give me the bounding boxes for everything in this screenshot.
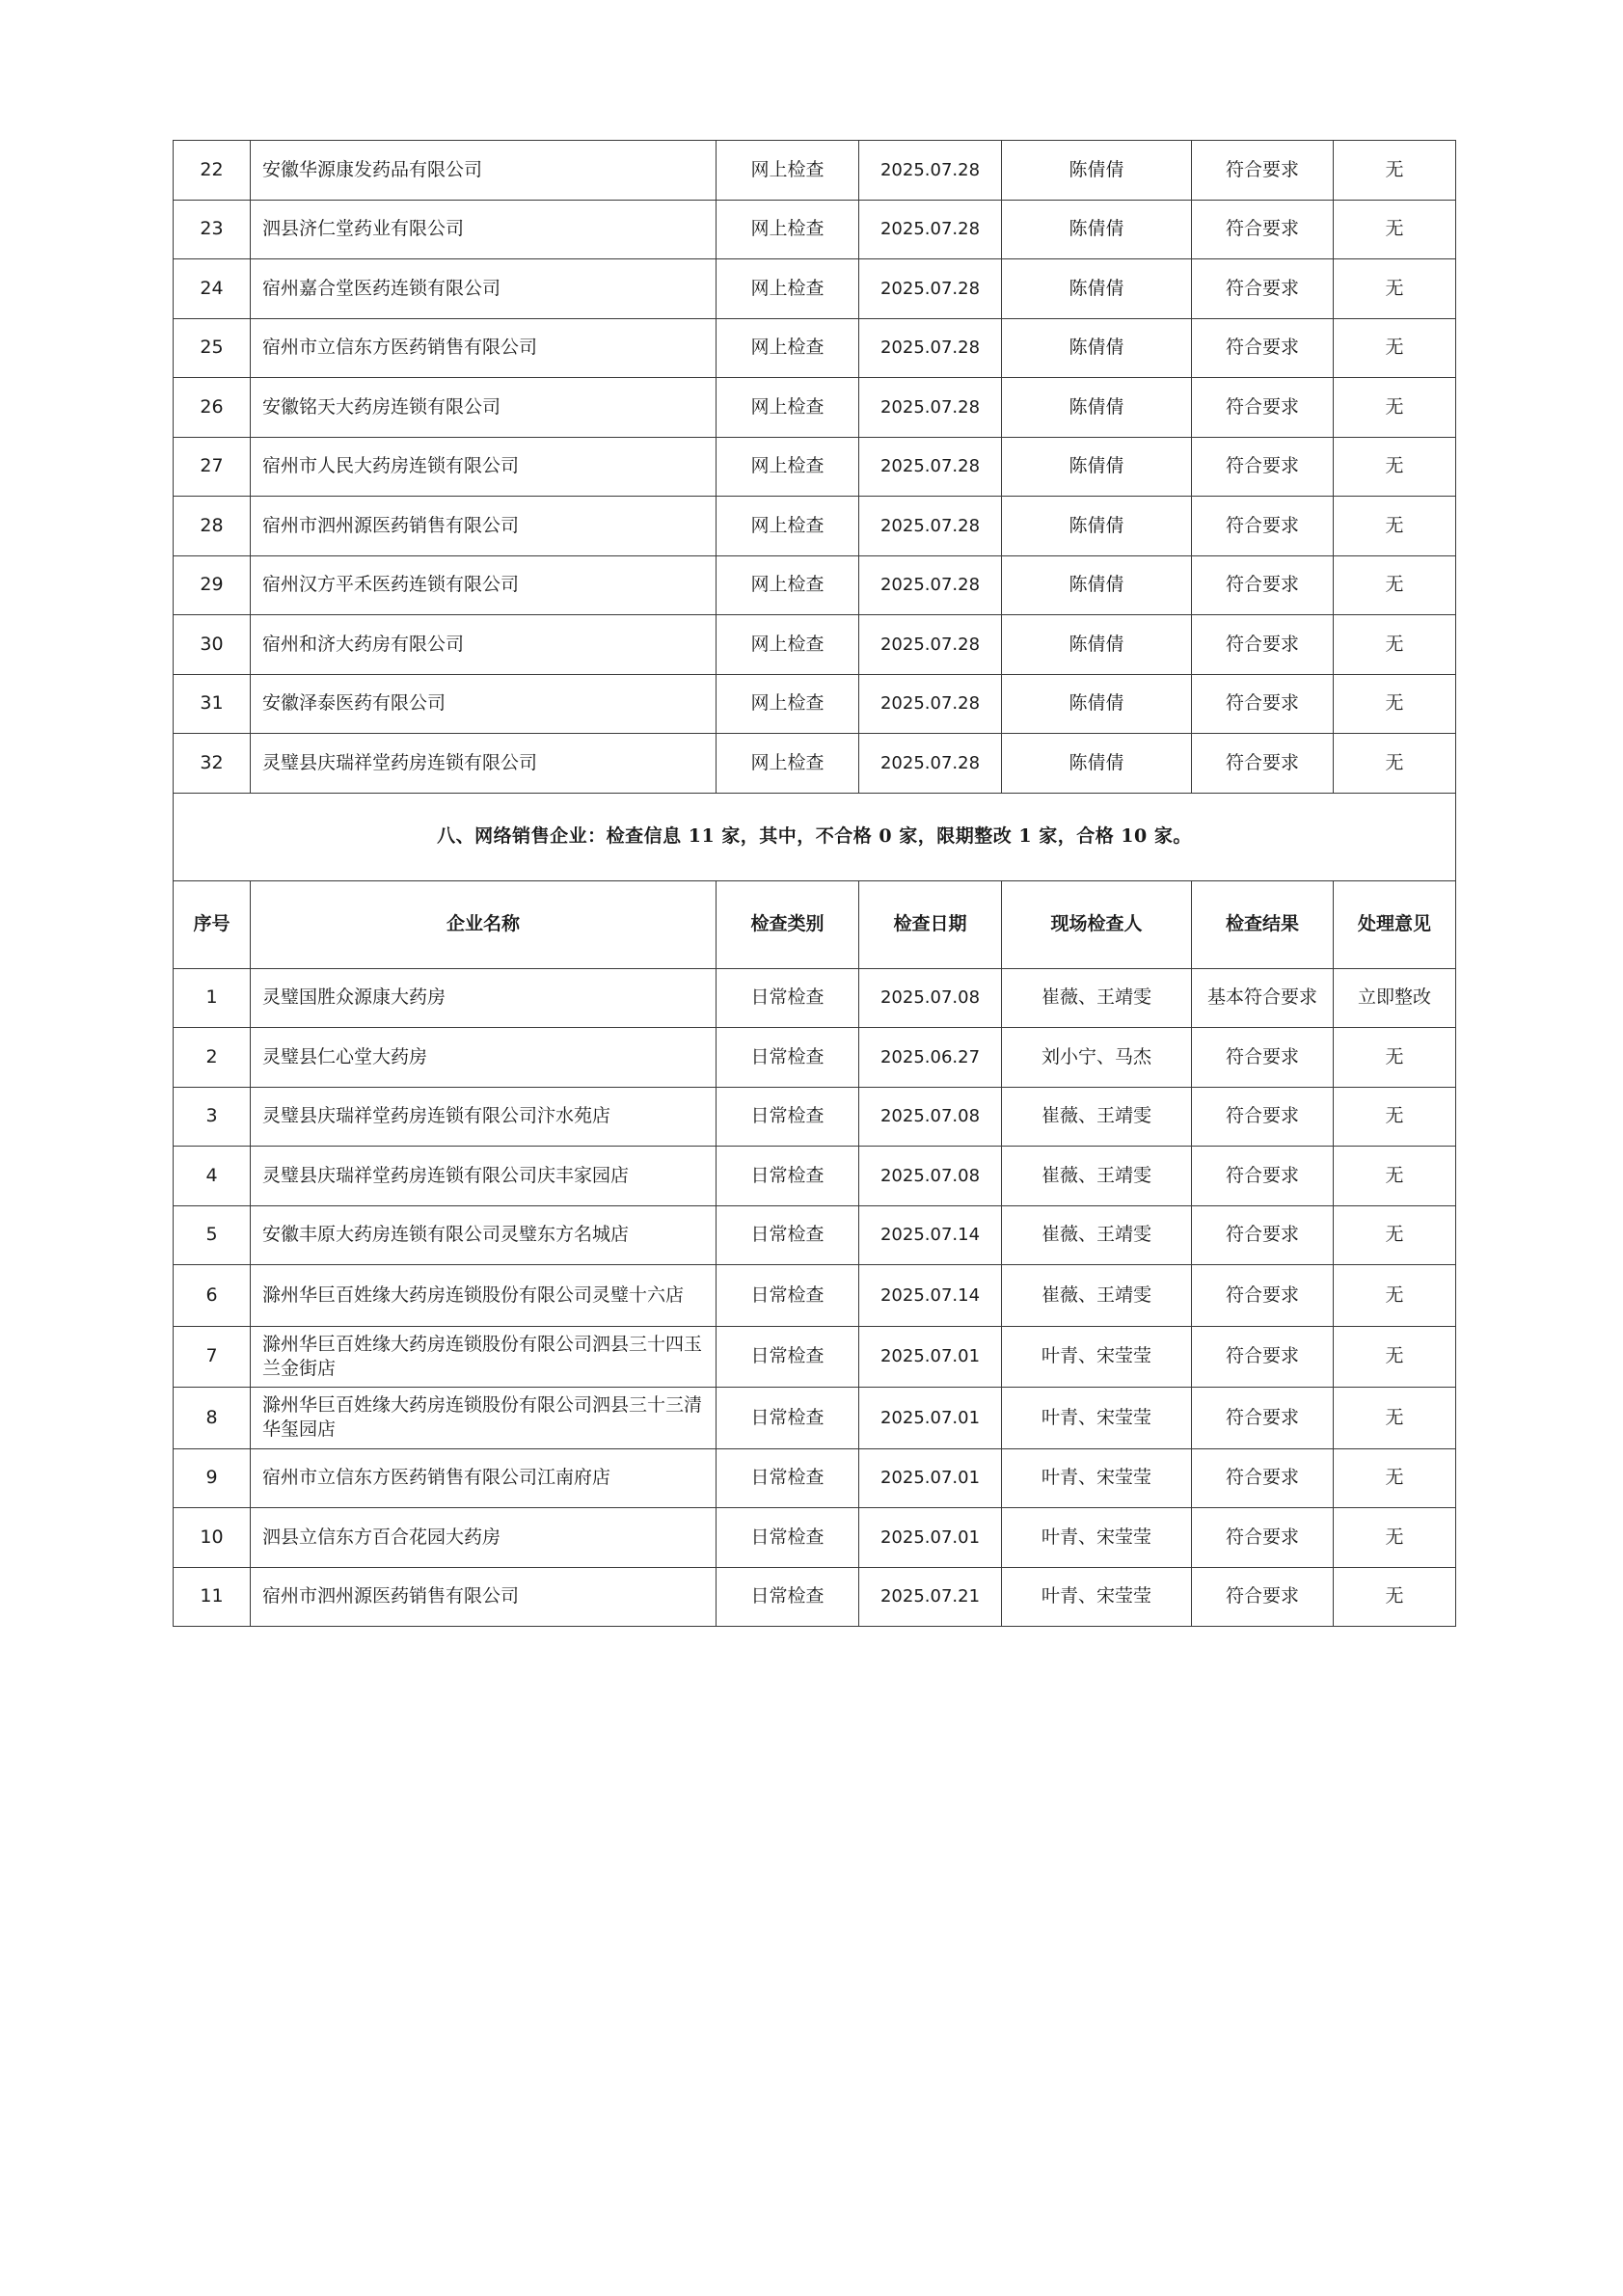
table-row bbox=[174, 1567, 1456, 1627]
cell-no: 10 bbox=[174, 1508, 251, 1568]
cell-date: 2025.07.08 bbox=[859, 1087, 1002, 1147]
table-row bbox=[174, 1028, 1456, 1088]
cell-inspector: 陈倩倩 bbox=[1002, 259, 1192, 319]
cell-result: 符合要求 bbox=[1192, 1205, 1334, 1265]
cell-type: 日常检查 bbox=[717, 1508, 859, 1568]
section-title: 八、网络销售企业：检查信息 11 家，其中，不合格 0 家，限期整改 1 家，合格 10 家。 bbox=[174, 793, 1456, 880]
table-row bbox=[174, 1265, 1456, 1327]
cell-inspector: 陈倩倩 bbox=[1002, 497, 1192, 556]
cell-no: 31 bbox=[174, 674, 251, 734]
cell-result: 基本符合要求 bbox=[1192, 968, 1334, 1028]
cell-date: 2025.07.28 bbox=[859, 734, 1002, 794]
cell-inspector: 陈倩倩 bbox=[1002, 318, 1192, 378]
table-row bbox=[174, 497, 1456, 556]
cell-date: 2025.07.01 bbox=[859, 1448, 1002, 1508]
section-block bbox=[174, 793, 1456, 968]
cell-opinion: 无 bbox=[1334, 1028, 1456, 1088]
cell-inspector: 叶青、宋莹莹 bbox=[1002, 1388, 1192, 1449]
cell-date: 2025.07.14 bbox=[859, 1265, 1002, 1327]
cell-date: 2025.07.28 bbox=[859, 378, 1002, 438]
table-row bbox=[174, 555, 1456, 615]
table-row bbox=[174, 437, 1456, 497]
cell-type: 网上检查 bbox=[717, 674, 859, 734]
cell-opinion: 无 bbox=[1334, 1508, 1456, 1568]
cell-type: 日常检查 bbox=[717, 1326, 859, 1388]
cell-result: 符合要求 bbox=[1192, 734, 1334, 794]
cell-inspector: 叶青、宋莹莹 bbox=[1002, 1567, 1192, 1627]
cell-inspector: 崔薇、王靖雯 bbox=[1002, 1087, 1192, 1147]
cell-result: 符合要求 bbox=[1192, 615, 1334, 675]
table-row bbox=[174, 378, 1456, 438]
cell-date: 2025.07.28 bbox=[859, 200, 1002, 259]
cell-opinion: 无 bbox=[1334, 1567, 1456, 1627]
cell-no: 2 bbox=[174, 1028, 251, 1088]
cell-name: 泗县济仁堂药业有限公司 bbox=[251, 200, 717, 259]
cell-no: 3 bbox=[174, 1087, 251, 1147]
cell-date: 2025.07.28 bbox=[859, 437, 1002, 497]
cell-name: 滁州华巨百姓缘大药房连锁股份有限公司泗县三十三清华玺园店 bbox=[251, 1388, 717, 1449]
table-body-bottom bbox=[174, 968, 1456, 1627]
table-row bbox=[174, 1205, 1456, 1265]
cell-no: 9 bbox=[174, 1448, 251, 1508]
cell-no: 26 bbox=[174, 378, 251, 438]
table-row bbox=[174, 1388, 1456, 1449]
cell-no: 25 bbox=[174, 318, 251, 378]
cell-inspector: 陈倩倩 bbox=[1002, 437, 1192, 497]
cell-result: 符合要求 bbox=[1192, 1388, 1334, 1449]
cell-opinion: 无 bbox=[1334, 1265, 1456, 1327]
cell-date: 2025.07.28 bbox=[859, 615, 1002, 675]
header-row bbox=[174, 880, 1456, 968]
cell-no: 23 bbox=[174, 200, 251, 259]
cell-date: 2025.07.08 bbox=[859, 1147, 1002, 1206]
cell-result: 符合要求 bbox=[1192, 141, 1334, 201]
cell-inspector: 陈倩倩 bbox=[1002, 555, 1192, 615]
cell-opinion: 无 bbox=[1334, 200, 1456, 259]
cell-date: 2025.07.14 bbox=[859, 1205, 1002, 1265]
cell-inspector: 崔薇、王靖雯 bbox=[1002, 1265, 1192, 1327]
cell-name: 宿州嘉合堂医药连锁有限公司 bbox=[251, 259, 717, 319]
cell-date: 2025.07.28 bbox=[859, 141, 1002, 201]
cell-name: 安徽华源康发药品有限公司 bbox=[251, 141, 717, 201]
header-result: 检查结果 bbox=[1192, 880, 1334, 968]
header-date: 检查日期 bbox=[859, 880, 1002, 968]
cell-date: 2025.07.28 bbox=[859, 318, 1002, 378]
cell-opinion: 无 bbox=[1334, 555, 1456, 615]
cell-name: 泗县立信东方百合花园大药房 bbox=[251, 1508, 717, 1568]
cell-result: 符合要求 bbox=[1192, 1448, 1334, 1508]
cell-type: 网上检查 bbox=[717, 497, 859, 556]
cell-date: 2025.07.21 bbox=[859, 1567, 1002, 1627]
cell-name: 灵璧县庆瑞祥堂药房连锁有限公司 bbox=[251, 734, 717, 794]
cell-type: 日常检查 bbox=[717, 968, 859, 1028]
section-row bbox=[174, 793, 1456, 880]
cell-result: 符合要求 bbox=[1192, 437, 1334, 497]
cell-date: 2025.06.27 bbox=[859, 1028, 1002, 1088]
cell-result: 符合要求 bbox=[1192, 497, 1334, 556]
cell-inspector: 崔薇、王靖雯 bbox=[1002, 968, 1192, 1028]
cell-name: 滁州华巨百姓缘大药房连锁股份有限公司泗县三十四玉兰金街店 bbox=[251, 1326, 717, 1388]
cell-opinion: 立即整改 bbox=[1334, 968, 1456, 1028]
cell-type: 网上检查 bbox=[717, 141, 859, 201]
cell-no: 4 bbox=[174, 1147, 251, 1206]
cell-result: 符合要求 bbox=[1192, 1087, 1334, 1147]
cell-date: 2025.07.08 bbox=[859, 968, 1002, 1028]
cell-type: 网上检查 bbox=[717, 734, 859, 794]
cell-result: 符合要求 bbox=[1192, 1028, 1334, 1088]
cell-name: 宿州和济大药房有限公司 bbox=[251, 615, 717, 675]
cell-no: 32 bbox=[174, 734, 251, 794]
cell-no: 6 bbox=[174, 1265, 251, 1327]
cell-inspector: 陈倩倩 bbox=[1002, 734, 1192, 794]
cell-type: 日常检查 bbox=[717, 1388, 859, 1449]
cell-date: 2025.07.28 bbox=[859, 674, 1002, 734]
cell-type: 日常检查 bbox=[717, 1087, 859, 1147]
cell-result: 符合要求 bbox=[1192, 259, 1334, 319]
header-no: 序号 bbox=[174, 880, 251, 968]
cell-inspector: 陈倩倩 bbox=[1002, 200, 1192, 259]
table-row bbox=[174, 1087, 1456, 1147]
cell-result: 符合要求 bbox=[1192, 1567, 1334, 1627]
cell-type: 日常检查 bbox=[717, 1028, 859, 1088]
cell-opinion: 无 bbox=[1334, 1448, 1456, 1508]
cell-opinion: 无 bbox=[1334, 1388, 1456, 1449]
cell-result: 符合要求 bbox=[1192, 318, 1334, 378]
cell-no: 27 bbox=[174, 437, 251, 497]
cell-result: 符合要求 bbox=[1192, 378, 1334, 438]
cell-no: 30 bbox=[174, 615, 251, 675]
cell-result: 符合要求 bbox=[1192, 200, 1334, 259]
cell-name: 滁州华巨百姓缘大药房连锁股份有限公司灵璧十六店 bbox=[251, 1265, 717, 1327]
cell-inspector: 崔薇、王靖雯 bbox=[1002, 1205, 1192, 1265]
table-row bbox=[174, 674, 1456, 734]
cell-no: 29 bbox=[174, 555, 251, 615]
cell-type: 日常检查 bbox=[717, 1567, 859, 1627]
table-body-top bbox=[174, 141, 1456, 794]
cell-opinion: 无 bbox=[1334, 1087, 1456, 1147]
cell-no: 1 bbox=[174, 968, 251, 1028]
table-row bbox=[174, 1448, 1456, 1508]
cell-date: 2025.07.28 bbox=[859, 259, 1002, 319]
cell-no: 22 bbox=[174, 141, 251, 201]
cell-type: 日常检查 bbox=[717, 1205, 859, 1265]
table-row bbox=[174, 615, 1456, 675]
cell-type: 网上检查 bbox=[717, 259, 859, 319]
cell-no: 5 bbox=[174, 1205, 251, 1265]
cell-inspector: 刘小宁、马杰 bbox=[1002, 1028, 1192, 1088]
cell-type: 网上检查 bbox=[717, 200, 859, 259]
cell-name: 宿州汉方平禾医药连锁有限公司 bbox=[251, 555, 717, 615]
cell-inspector: 陈倩倩 bbox=[1002, 141, 1192, 201]
cell-name: 宿州市泗州源医药销售有限公司 bbox=[251, 497, 717, 556]
table-row bbox=[174, 734, 1456, 794]
cell-date: 2025.07.28 bbox=[859, 555, 1002, 615]
table-row bbox=[174, 200, 1456, 259]
cell-no: 24 bbox=[174, 259, 251, 319]
cell-inspector: 陈倩倩 bbox=[1002, 615, 1192, 675]
cell-name: 灵璧国胜众源康大药房 bbox=[251, 968, 717, 1028]
cell-name: 宿州市人民大药房连锁有限公司 bbox=[251, 437, 717, 497]
cell-opinion: 无 bbox=[1334, 378, 1456, 438]
cell-opinion: 无 bbox=[1334, 674, 1456, 734]
cell-name: 灵璧县庆瑞祥堂药房连锁有限公司汴水苑店 bbox=[251, 1087, 717, 1147]
cell-opinion: 无 bbox=[1334, 1326, 1456, 1388]
cell-date: 2025.07.01 bbox=[859, 1508, 1002, 1568]
inspection-table bbox=[173, 140, 1456, 1627]
cell-inspector: 陈倩倩 bbox=[1002, 674, 1192, 734]
cell-name: 灵璧县仁心堂大药房 bbox=[251, 1028, 717, 1088]
cell-opinion: 无 bbox=[1334, 734, 1456, 794]
cell-name: 灵璧县庆瑞祥堂药房连锁有限公司庆丰家园店 bbox=[251, 1147, 717, 1206]
cell-result: 符合要求 bbox=[1192, 1326, 1334, 1388]
cell-name: 宿州市泗州源医药销售有限公司 bbox=[251, 1567, 717, 1627]
cell-type: 日常检查 bbox=[717, 1448, 859, 1508]
cell-inspector: 陈倩倩 bbox=[1002, 378, 1192, 438]
cell-date: 2025.07.01 bbox=[859, 1388, 1002, 1449]
cell-opinion: 无 bbox=[1334, 141, 1456, 201]
cell-no: 28 bbox=[174, 497, 251, 556]
cell-inspector: 叶青、宋莹莹 bbox=[1002, 1326, 1192, 1388]
table-row bbox=[174, 141, 1456, 201]
cell-opinion: 无 bbox=[1334, 318, 1456, 378]
header-name: 企业名称 bbox=[251, 880, 717, 968]
cell-result: 符合要求 bbox=[1192, 1147, 1334, 1206]
cell-inspector: 叶青、宋莹莹 bbox=[1002, 1508, 1192, 1568]
cell-type: 日常检查 bbox=[717, 1147, 859, 1206]
cell-type: 网上检查 bbox=[717, 318, 859, 378]
cell-no: 7 bbox=[174, 1326, 251, 1388]
cell-result: 符合要求 bbox=[1192, 1265, 1334, 1327]
cell-opinion: 无 bbox=[1334, 615, 1456, 675]
cell-no: 8 bbox=[174, 1388, 251, 1449]
cell-type: 网上检查 bbox=[717, 615, 859, 675]
cell-opinion: 无 bbox=[1334, 259, 1456, 319]
cell-opinion: 无 bbox=[1334, 1205, 1456, 1265]
cell-opinion: 无 bbox=[1334, 1147, 1456, 1206]
cell-inspector: 崔薇、王靖雯 bbox=[1002, 1147, 1192, 1206]
cell-inspector: 叶青、宋莹莹 bbox=[1002, 1448, 1192, 1508]
cell-no: 11 bbox=[174, 1567, 251, 1627]
cell-type: 网上检查 bbox=[717, 555, 859, 615]
header-opinion: 处理意见 bbox=[1334, 880, 1456, 968]
table-row bbox=[174, 259, 1456, 319]
cell-type: 日常检查 bbox=[717, 1265, 859, 1327]
header-inspector: 现场检查人 bbox=[1002, 880, 1192, 968]
cell-date: 2025.07.28 bbox=[859, 497, 1002, 556]
table-row bbox=[174, 1508, 1456, 1568]
cell-result: 符合要求 bbox=[1192, 1508, 1334, 1568]
table-row bbox=[174, 968, 1456, 1028]
cell-result: 符合要求 bbox=[1192, 674, 1334, 734]
cell-name: 安徽铭天大药房连锁有限公司 bbox=[251, 378, 717, 438]
cell-name: 安徽泽泰医药有限公司 bbox=[251, 674, 717, 734]
table-row bbox=[174, 1147, 1456, 1206]
cell-name: 安徽丰原大药房连锁有限公司灵璧东方名城店 bbox=[251, 1205, 717, 1265]
cell-type: 网上检查 bbox=[717, 437, 859, 497]
table-row bbox=[174, 1326, 1456, 1388]
cell-opinion: 无 bbox=[1334, 497, 1456, 556]
cell-result: 符合要求 bbox=[1192, 555, 1334, 615]
cell-type: 网上检查 bbox=[717, 378, 859, 438]
cell-name: 宿州市立信东方医药销售有限公司江南府店 bbox=[251, 1448, 717, 1508]
cell-date: 2025.07.01 bbox=[859, 1326, 1002, 1388]
cell-name: 宿州市立信东方医药销售有限公司 bbox=[251, 318, 717, 378]
cell-opinion: 无 bbox=[1334, 437, 1456, 497]
table-row bbox=[174, 318, 1456, 378]
header-type: 检查类别 bbox=[717, 880, 859, 968]
